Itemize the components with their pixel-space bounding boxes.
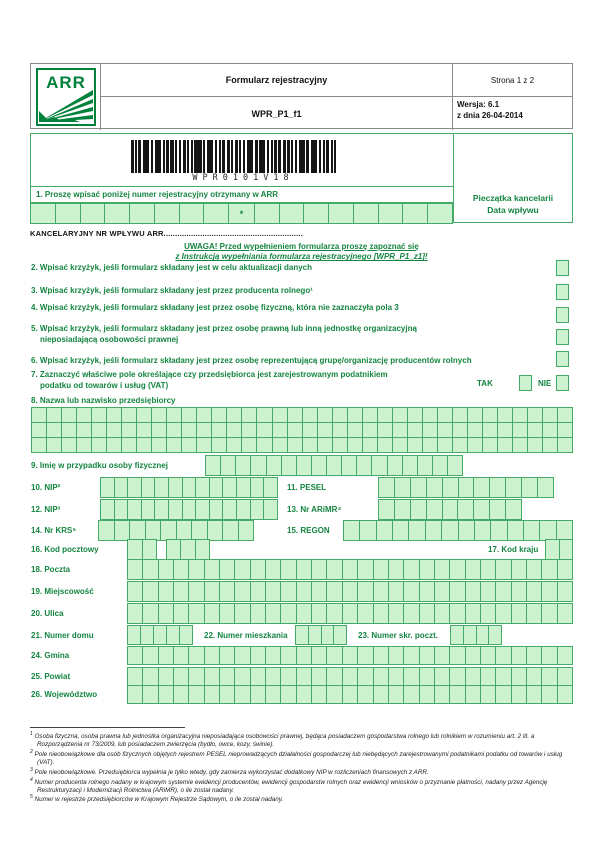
- barcode: [131, 140, 336, 173]
- field-23-label: 23. Numer skr. poczt.: [358, 631, 439, 640]
- field-9-label: 9. Imię w przypadku osoby fizycznej: [31, 461, 168, 470]
- footnote-2: $^2$ Pole nieobowiązkowe dla osób fizycznych objętych rejestrem PESEL nieprowadzących działalności gospodarczej lub niebędących zarejestrowanymi podatnikami podatku od towarów i usług (VAT).: [30, 748, 563, 766]
- item-7-label-line2: podatku od towarów i usług (VAT): [40, 381, 169, 390]
- field-21-label: 21. Numer domu: [31, 631, 94, 640]
- warning-notice: [30, 242, 573, 263]
- checkbox-item-3[interactable]: [556, 284, 569, 300]
- field-25-cells[interactable]: [127, 667, 573, 686]
- checkbox-item-6[interactable]: [556, 351, 569, 367]
- field-23-cells[interactable]: [450, 625, 502, 645]
- office-stamp-box: [453, 133, 573, 223]
- footnote-5: $^5$ Numer w rejestrze przedsiębiorców w Krajowym Rejestrze Sądowym, o ile został nadany.: [30, 794, 284, 804]
- field-18-cells[interactable]: [127, 559, 573, 580]
- field-16-cells-a[interactable]: [127, 539, 157, 560]
- item-6-label: 6. Wpisać krzyżyk, jeśli formularz składany jest przez osobę reprezentującą grupę/organizację producentów rolnych: [31, 356, 472, 365]
- form-code: WPR_P1_f1: [251, 108, 302, 119]
- reg-star-cell[interactable]: *: [228, 203, 255, 224]
- field-19-cells[interactable]: [127, 581, 573, 602]
- field-15-label: 15. REGON: [287, 526, 330, 535]
- footnote-3: $^3$ Pole nieobowiązkowe. Przedsiębiorca wypełnia je tylko wtedy, gdy zamierza wykorzystać dodatkowy NIP w rozliczeniach finansowych z ARR.: [30, 766, 429, 776]
- registration-number-section: [30, 133, 454, 223]
- name-grid-row-3[interactable]: [31, 437, 573, 453]
- version-line2: z dnia 26-04-2014: [457, 110, 523, 120]
- field-13-label: 13. Nr ARiMR⁴: [287, 505, 342, 514]
- field-11-cells[interactable]: [378, 477, 554, 498]
- barcode-label: WPR0101V18: [192, 173, 294, 183]
- vat-no-label: NIE: [538, 379, 552, 388]
- field-16-cells-b[interactable]: [166, 539, 210, 560]
- field-15-cells[interactable]: [343, 520, 573, 541]
- item-2-label: 2. Wpisać krzyżyk, jeśli formularz składany jest w celu aktualizacji danych: [31, 263, 313, 272]
- notice-line2: z Instrukcją wypełniania formularza rejestracyjnego [WPR_P1_z1]!: [175, 252, 428, 262]
- field-1-label: 1. Proszę wpisać poniżej numer rejestracyjny otrzymany w ARR: [31, 186, 453, 202]
- field-12-label: 12. NIP³: [31, 505, 61, 514]
- stamp-line2: Data wpływu: [487, 205, 539, 216]
- checkbox-item-2[interactable]: [556, 260, 569, 276]
- footnote-4: $^4$ Numer producenta rolnego nadany w krajowym systemie ewidencji producentów, ewidencji gospodarstw rolnych oraz ewidencji wniosków o przyznanie płatności, nadany przez Agencję Restrukturyzacji i Modernizacji Rolnictwa (ARiMR), o ile został nadany.: [30, 776, 548, 794]
- field-14-cells[interactable]: [98, 520, 254, 541]
- field-11-label: 11. PESEL: [287, 483, 327, 492]
- footnote-1: $^1$ Osoba fizyczna, osoba prawna lub jednostka organizacyjna nieposiadająca osobowości prawnej, będąca posiadaczem gospodarstwa rolnego lub rolnikiem w rozumieniu art. 2 lit. a Rozporządzenia nr 73/2009, lub posiadaczem zwierzęcia (bydło, owce, kozy, świnie).: [30, 731, 535, 748]
- checkbox-item-5[interactable]: [556, 329, 569, 345]
- field-13-cells[interactable]: [378, 499, 522, 520]
- field-22-label: 22. Numer mieszkania: [204, 631, 288, 640]
- checkbox-vat-yes[interactable]: [519, 375, 532, 391]
- stamp-line1: Pieczątka kancelarii: [472, 193, 554, 204]
- page-number: Strona 1 z 2: [452, 64, 572, 97]
- logo-cell: [31, 64, 101, 130]
- item-5-label-line2: nieposiadającą osobowości prawnej: [40, 335, 179, 344]
- vat-yes-label: TAK: [477, 379, 493, 388]
- registration-number-cells[interactable]: [31, 202, 453, 224]
- field-25-label: 25. Powiat: [31, 672, 71, 681]
- item-3-label: 3. Wpisać krzyżyk, jeśli formularz składany jest przez producenta rolnego¹: [31, 286, 313, 295]
- arr-logo: [36, 68, 96, 126]
- reg-cells-before[interactable]: [31, 203, 229, 224]
- field-10-cells[interactable]: [100, 477, 278, 498]
- item-4-label: 4. Wpisać krzyżyk, jeśli formularz składany jest przez osobę fizyczną, która nie zaznaczyła pola 3: [31, 303, 399, 312]
- arr-logo-icon: [38, 70, 94, 124]
- field-12-cells[interactable]: [100, 499, 278, 520]
- name-grid-row-1[interactable]: [31, 407, 573, 423]
- field-14-label: 14. Nr KRS⁵: [31, 526, 77, 535]
- field-24-label: 24. Gmina: [31, 651, 70, 660]
- field-19-label: 19. Miejscowość: [31, 587, 94, 596]
- item-5-label-line1: 5. Wpisać krzyżyk, jeśli formularz składany jest przez osobę prawną lub inną jednostkę organizacyjną: [31, 324, 417, 333]
- form-version: [452, 97, 572, 130]
- version-line1: Wersja: 6.1: [457, 100, 500, 109]
- field-16-label: 16. Kod pocztowy: [31, 545, 99, 554]
- field-18-label: 18. Poczta: [31, 565, 71, 574]
- form-title: Formularz rejestracyjny: [101, 64, 452, 97]
- field-20-cells[interactable]: [127, 603, 573, 624]
- checkbox-vat-no[interactable]: [556, 375, 569, 391]
- footnotes: [30, 731, 573, 804]
- field-26-label: 26. Województwo: [31, 690, 98, 699]
- item-8-label: 8. Nazwa lub nazwisko przedsiębiorcy: [31, 396, 176, 405]
- field-24-cells[interactable]: [127, 646, 573, 665]
- field-10-label: 10. NIP²: [31, 483, 61, 492]
- notice-line1: UWAGA! Przed wypełnieniem formularza proszę zapoznać się: [184, 242, 419, 251]
- office-entry-number-label: KANCELARYJNY NR WPŁYWU ARR.............................................................: [30, 229, 303, 238]
- field-22-cells[interactable]: [295, 625, 347, 645]
- item-7-label-line1: 7. Zaznaczyć właściwe pole określające czy przedsiębiorca jest zarejestrowanym podatnikiem: [31, 370, 388, 379]
- checkbox-item-4[interactable]: [556, 307, 569, 323]
- field-17-label: 17. Kod kraju: [488, 545, 539, 554]
- field-17-cells[interactable]: [545, 539, 573, 560]
- footnote-divider: [30, 727, 185, 728]
- reg-cells-after[interactable]: [255, 203, 453, 224]
- name-grid-row-2[interactable]: [31, 422, 573, 438]
- field-26-cells[interactable]: [127, 685, 573, 704]
- svg-text:ARR: ARR: [45, 73, 86, 92]
- field-9-cells[interactable]: [205, 455, 463, 476]
- field-21-cells[interactable]: [127, 625, 193, 645]
- field-20-label: 20. Ulica: [31, 609, 64, 618]
- header-table: [30, 63, 573, 129]
